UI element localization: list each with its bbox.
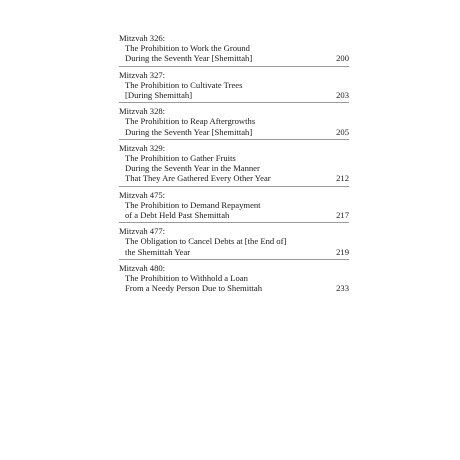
toc-entry-mitzvah-477 (119, 226, 349, 260)
entry-heading: Mitzvah 475: (119, 189, 166, 200)
entry-page-number: 205 (336, 126, 349, 137)
toc-entry-mitzvah-480 (119, 263, 349, 296)
toc-entry-mitzvah-326 (119, 33, 349, 67)
entry-title (119, 273, 262, 293)
entry-title-line: From a Needy Person Due to Shemittah (125, 283, 263, 294)
entry-title-line: During the Seventh Year in the Manner (125, 163, 260, 174)
toc-entry-mitzvah-328 (119, 106, 349, 140)
entry-body (119, 200, 349, 220)
entry-title-line: of a Debt Held Past Shemittah (125, 210, 230, 221)
entry-body (119, 273, 349, 293)
entry-heading: Mitzvah 329: (119, 142, 166, 153)
entry-heading: Mitzvah 480: (119, 262, 166, 273)
entry-title-line: the Shemittah Year (125, 246, 191, 257)
entry-heading: Mitzvah 477: (119, 226, 166, 237)
entry-heading: Mitzvah 327: (119, 69, 166, 80)
entry-title (119, 153, 271, 184)
entry-title-line: [During Shemittah] (125, 90, 193, 101)
entry-title (119, 43, 252, 63)
toc-entry-mitzvah-329 (119, 143, 349, 187)
entry-title-line: The Prohibition to Work the Ground (125, 43, 250, 54)
entry-page-number: 200 (336, 53, 349, 64)
entry-title (119, 116, 255, 136)
entry-body (119, 153, 349, 184)
entry-title-line: During the Seventh Year [Shemittah] (125, 53, 253, 64)
entry-page-number: 217 (336, 210, 349, 221)
toc-entry-mitzvah-475 (119, 190, 349, 224)
entry-page-number: 233 (336, 283, 349, 294)
entry-title-line: The Prohibition to Cultivate Trees (125, 79, 243, 90)
entry-title-line: The Prohibition to Reap Aftergrowths (125, 116, 256, 127)
entry-title (119, 80, 242, 100)
entry-page-number: 212 (336, 173, 349, 184)
table-of-contents (119, 33, 349, 298)
entry-heading: Mitzvah 326: (119, 33, 166, 43)
entry-title (119, 236, 286, 256)
entry-page-number: 219 (336, 246, 349, 257)
entry-body (119, 80, 349, 100)
entry-title-line: The Obligation to Cancel Debts at [the End of] (125, 236, 287, 247)
entry-title-line: That They Are Gathered Every Other Year (125, 173, 271, 184)
entry-body (119, 43, 349, 63)
toc-entry-mitzvah-327 (119, 70, 349, 104)
entry-title-line: The Prohibition to Gather Fruits (125, 153, 236, 164)
entry-heading: Mitzvah 328: (119, 106, 166, 117)
entry-title-line: The Prohibition to Demand Repayment (125, 199, 261, 210)
entry-body (119, 236, 349, 256)
entry-page-number: 203 (336, 90, 349, 101)
entry-title (119, 200, 261, 220)
entry-body (119, 116, 349, 136)
entry-title-line: During the Seventh Year [Shemittah] (125, 126, 253, 137)
entry-title-line: The Prohibition to Withhold a Loan (125, 273, 248, 284)
